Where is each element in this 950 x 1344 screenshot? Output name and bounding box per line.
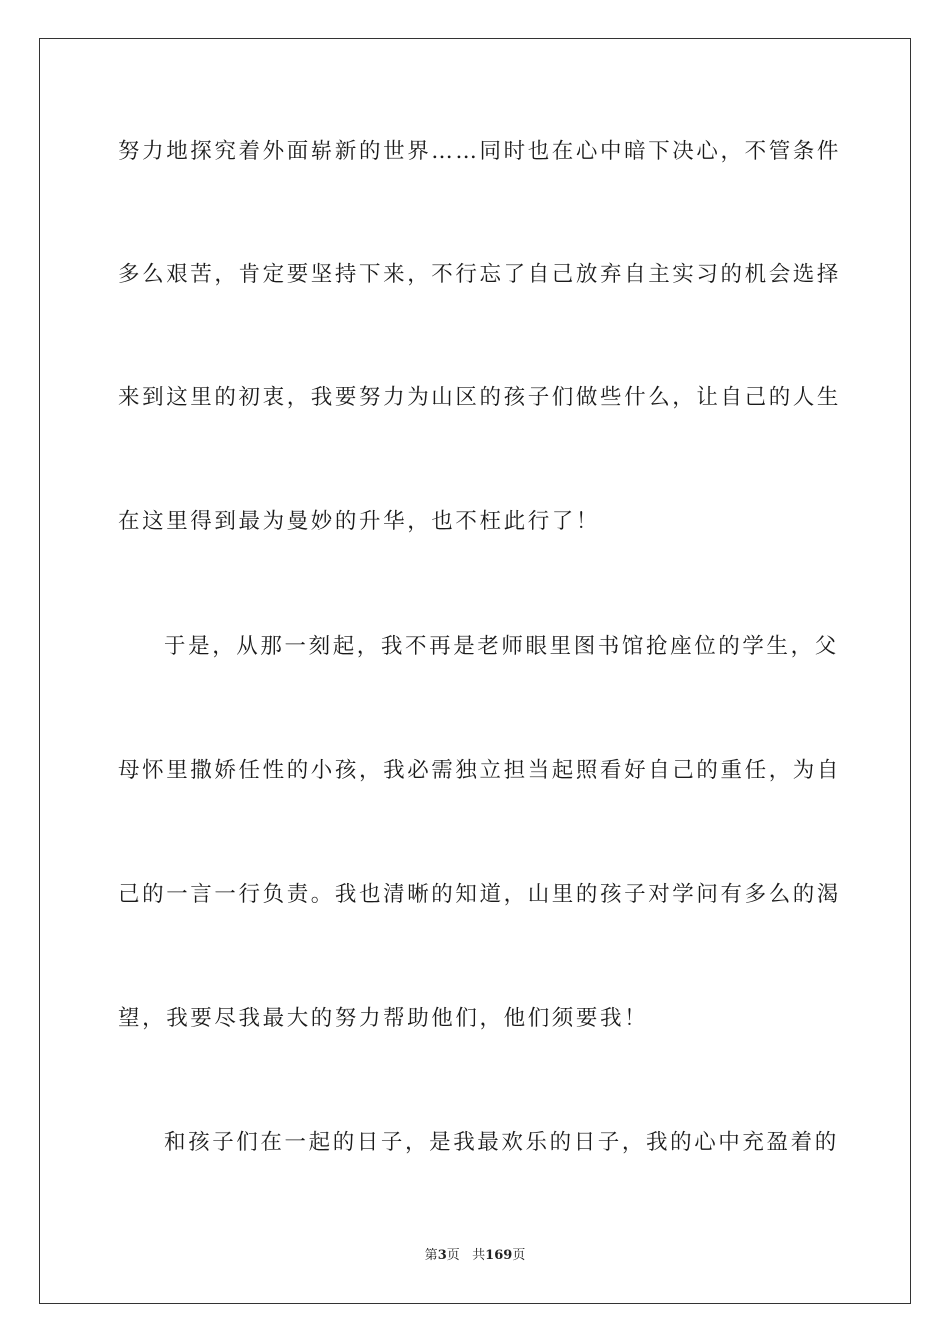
text-line-8: 望，我要尽我最大的努力帮助他们，他们须要我！	[118, 1006, 649, 1031]
text-line-6: 母怀里撒娇任性的小孩，我必需独立担当起照看好自己的重任，为自	[118, 758, 842, 783]
page-footer	[0, 1247, 950, 1265]
paragraph-start-line: 于是，从那一刻起，我不再是老师眼里图书馆抢座位的学生，父	[164, 634, 839, 659]
text-line-7: 己的一言一行负责。我也清晰的知道，山里的孩子对学问有多么的渴	[118, 882, 842, 907]
total-pages-number: 169	[485, 1248, 513, 1263]
footer-page-suffix: 页	[446, 1248, 460, 1263]
footer-total-prefix: 共	[472, 1248, 486, 1263]
text-line-2: 多么艰苦，肯定要坚持下来，不行忘了自己放弃自主实习的机会选择	[118, 262, 842, 287]
current-page-number: 3	[437, 1248, 447, 1263]
paragraph-start-line-2: 和孩子们在一起的日子，是我最欢乐的日子，我的心中充盈着的	[164, 1130, 839, 1155]
footer-prefix: 第	[424, 1248, 438, 1263]
page-border	[39, 38, 911, 1304]
text-line-1: 努力地探究着外面崭新的世界……同时也在心中暗下决心，不管条件	[118, 139, 842, 164]
text-line-3: 来到这里的初衷，我要努力为山区的孩子们做些什么，让自己的人生	[118, 385, 842, 410]
text-line-4: 在这里得到最为曼妙的升华，也不枉此行了！	[118, 509, 601, 534]
footer-total-suffix: 页	[512, 1248, 526, 1263]
